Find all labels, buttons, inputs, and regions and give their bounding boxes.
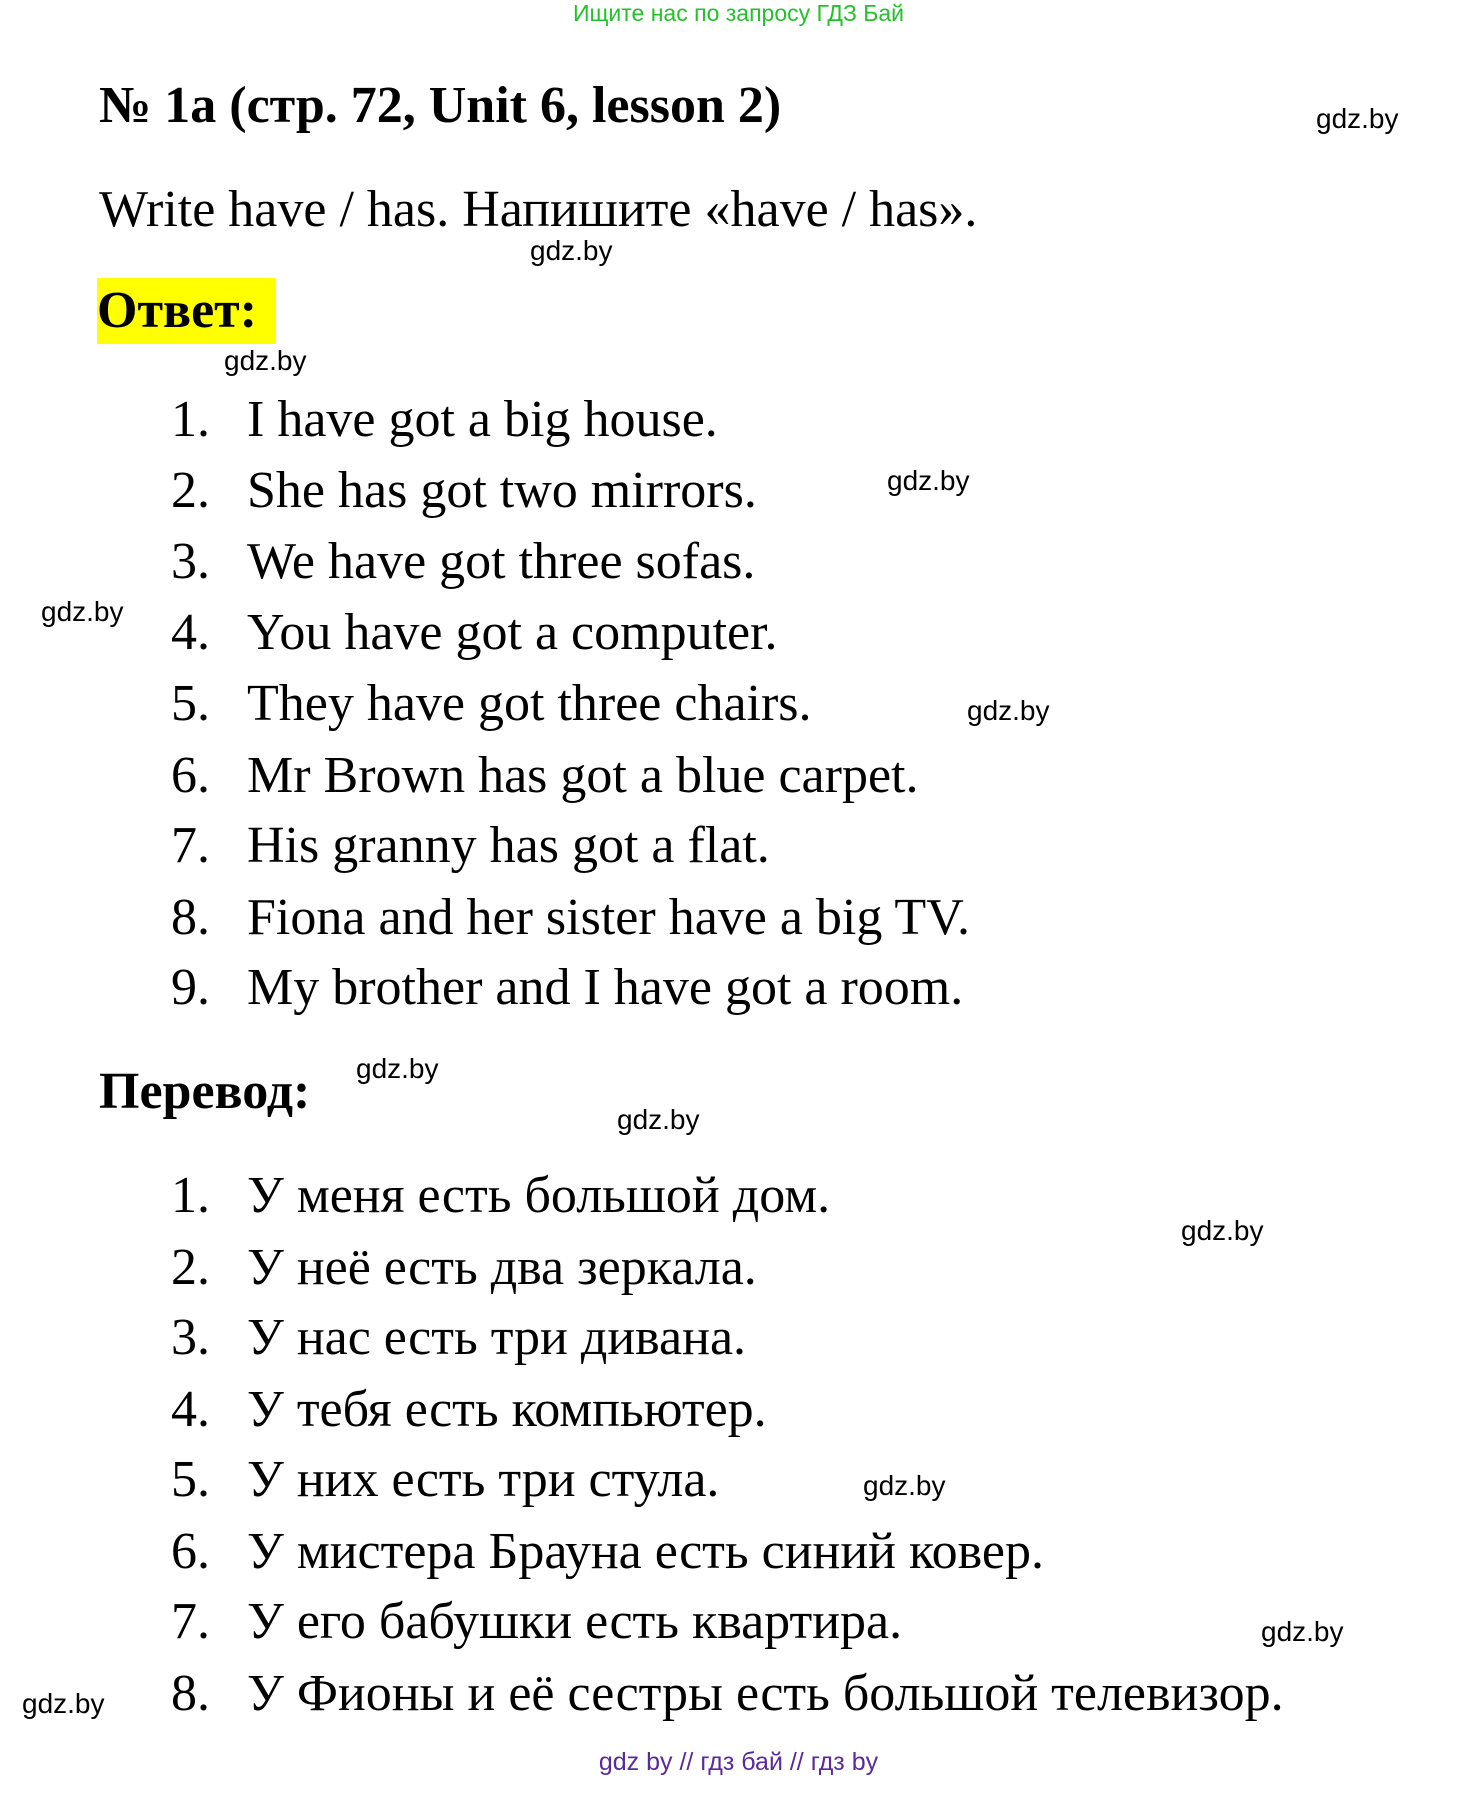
item-number: 3. xyxy=(171,533,210,590)
item-number: 1. xyxy=(171,1167,210,1224)
search-banner[interactable]: Ищите нас по запросу ГДЗ Бай xyxy=(572,0,905,26)
item-number: 9. xyxy=(171,959,210,1016)
item-text: У его бабушки есть квартира. xyxy=(247,1593,903,1650)
item-text: Fiona and her sister have a big TV. xyxy=(247,889,971,946)
item-text: My brother and I have got a room. xyxy=(247,959,964,1016)
item-text: У меня есть большой дом. xyxy=(247,1167,831,1224)
item-text: I have got a big house. xyxy=(247,391,718,448)
item-text: They have got three chairs. xyxy=(247,675,812,732)
item-text: We have got three sofas. xyxy=(247,533,756,590)
item-number: 6. xyxy=(171,1523,210,1580)
item-number: 7. xyxy=(171,817,210,874)
watermark: gdz.by xyxy=(887,465,970,496)
task-instruction: Write have / has. Напишите «have / has». xyxy=(99,181,978,238)
item-number: 3. xyxy=(171,1309,210,1366)
item-number: 5. xyxy=(171,675,210,732)
item-number: 1. xyxy=(171,391,210,448)
item-number: 7. xyxy=(171,1593,210,1650)
item-text: Mr Brown has got a blue carpet. xyxy=(247,747,919,804)
translation-heading: Перевод: xyxy=(99,1063,311,1120)
item-number: 8. xyxy=(171,1665,210,1722)
page-title: № 1a (стр. 72, Unit 6, lesson 2) xyxy=(99,77,782,134)
item-text: У тебя есть компьютер. xyxy=(247,1381,767,1438)
watermark: gdz.by xyxy=(967,695,1050,726)
item-text: She has got two mirrors. xyxy=(247,462,757,519)
item-text: У Фионы и её сестры есть большой телевизор. xyxy=(247,1665,1284,1722)
watermark: gdz.by xyxy=(617,1104,700,1135)
watermark: gdz.by xyxy=(1261,1616,1344,1647)
item-text: У неё есть два зеркала. xyxy=(247,1239,757,1296)
answer-heading: Ответ: xyxy=(97,278,276,344)
item-number: 8. xyxy=(171,889,210,946)
watermark: gdz.by xyxy=(863,1470,946,1501)
watermark: gdz.by xyxy=(224,345,307,376)
item-number: 4. xyxy=(171,604,210,661)
item-text: У мистера Брауна есть синий ковер. xyxy=(247,1523,1044,1580)
item-number: 5. xyxy=(171,1451,210,1508)
item-number: 4. xyxy=(171,1381,210,1438)
item-text: You have got a computer. xyxy=(247,604,778,661)
watermark: gdz.by xyxy=(1316,103,1399,134)
item-number: 2. xyxy=(171,462,210,519)
footer-links[interactable]: gdz by // гдз бай // гдз by xyxy=(598,1748,879,1776)
watermark: gdz.by xyxy=(530,235,613,266)
item-number: 6. xyxy=(171,747,210,804)
watermark: gdz.by xyxy=(22,1688,105,1719)
watermark: gdz.by xyxy=(1181,1215,1264,1246)
item-text: У нас есть три дивана. xyxy=(247,1309,747,1366)
item-text: His granny has got a flat. xyxy=(247,817,770,874)
watermark: gdz.by xyxy=(356,1053,439,1084)
watermark: gdz.by xyxy=(41,596,124,627)
item-number: 2. xyxy=(171,1239,210,1296)
item-text: У них есть три стула. xyxy=(247,1451,720,1508)
